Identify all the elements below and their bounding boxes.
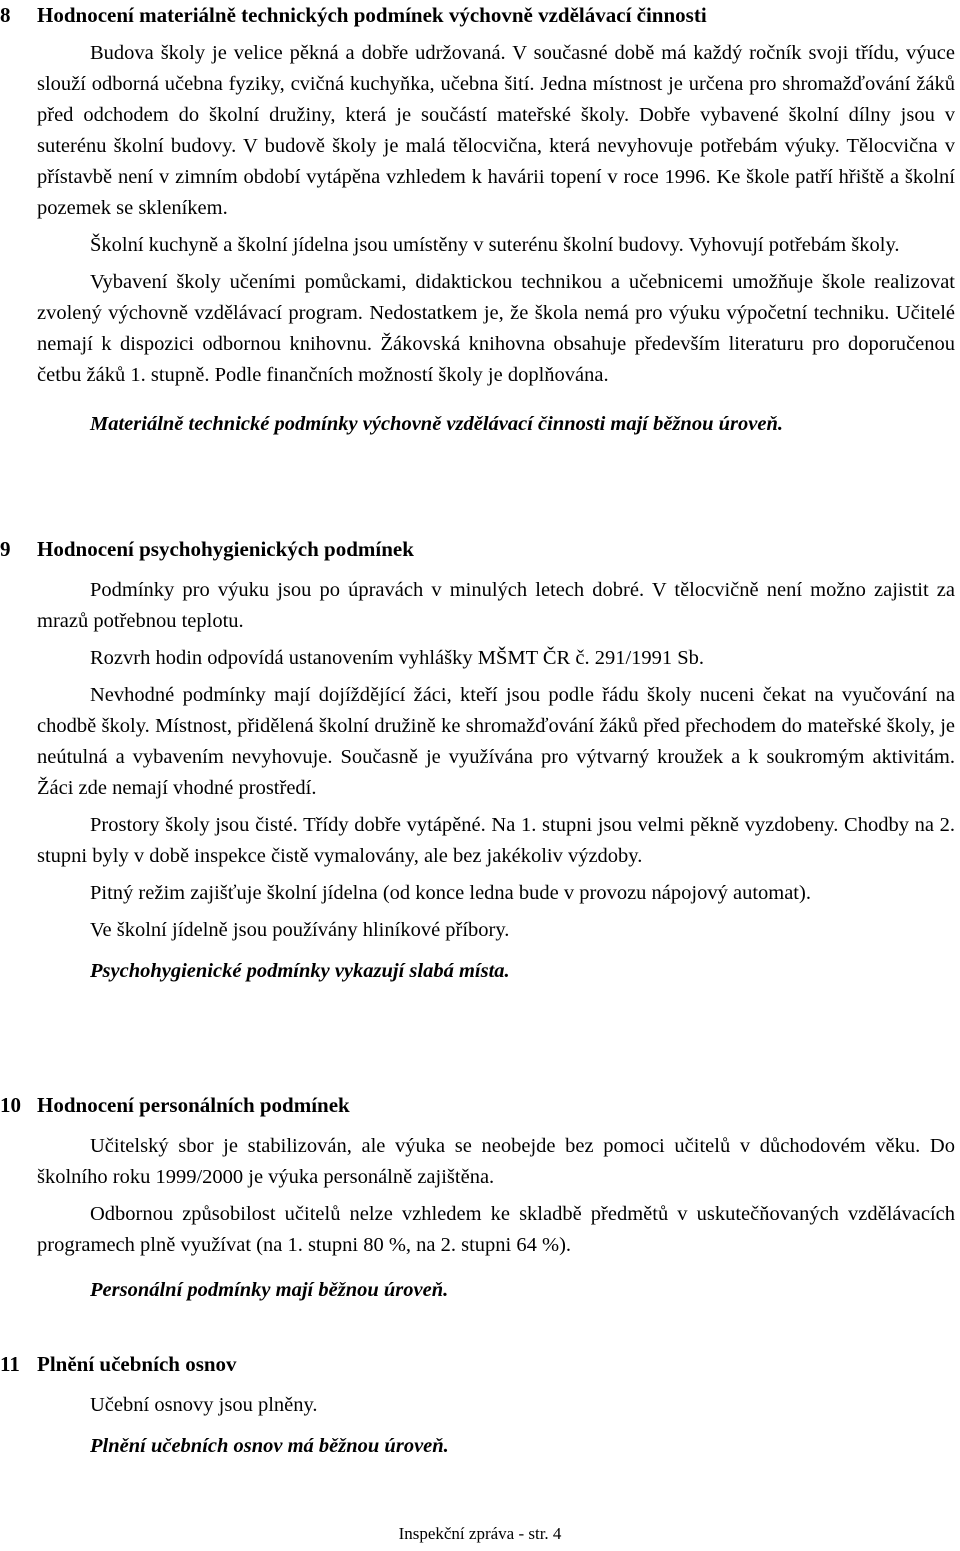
paragraph: Ve školní jídelně jsou používány hliníkové příbory. [90,919,510,941]
section-heading [0,1349,960,1380]
section-10 [0,1090,960,1306]
section-title: Hodnocení materiálně technických podmínek výchovně vzdělávací činnosti [37,3,707,27]
section-8 [0,0,960,440]
section-heading [0,534,960,565]
section-summary: Psychohygienické podmínky vykazují slabá místa. [90,960,510,982]
paragraph: Prostory školy jsou čisté. Třídy dobře vytápěné. Na 1. stupni jsou velmi pěkně vyzdobeny. Chodby na 2. stupni byly v době inspekce čistě vymalovány, ale bez jakékoliv výzdoby. [37,814,955,867]
page-footer: Inspekční zpráva - str. 4 [398,1524,562,1543]
section-heading [0,1090,960,1121]
section-number: 10 [0,1093,21,1117]
section-summary: Plnění učebních osnov má běžnou úroveň. [90,1435,449,1457]
section-11 [0,1349,960,1462]
paragraph: Učební osnovy jsou plněny. [90,1394,318,1416]
paragraph: Nevhodné podmínky mají dojíždějící žáci, kteří jsou podle řádu školy nuceni čekat na vyučování na chodbě školy. Místnost, přidělená školní družině ke shromažďování žáků před přechodem do mateřské školy, je neútulná a vybavením nevyhovuje. Současně je využívána pro výtvarný kroužek a k soukromým aktivitám. Žáci zde nemají vhodné prostředí. [37,684,955,799]
paragraph: Odbornou způsobilost učitelů nelze vzhledem ke skladbě předmětů v uskutečňovaných vzdělávacích programech plně využívat (na 1. stupni 80 %, na 2. stupni 64 %). [37,1203,955,1256]
paragraph: Učitelský sbor je stabilizován, ale výuka se neobejde bez pomoci učitelů v důchodovém věku. Do školního roku 1999/2000 je výuka personálně zajištěna. [37,1135,955,1188]
section-summary: Materiálně technické podmínky výchovně vzdělávací činnosti mají běžnou úroveň. [90,413,783,435]
section-title: Plnění učebních osnov [37,1352,237,1376]
section-number: 9 [0,537,11,561]
section-title: Hodnocení personálních podmínek [37,1093,350,1117]
section-9 [0,534,960,987]
section-title: Hodnocení psychohygienických podmínek [37,537,414,561]
section-number: 11 [0,1352,20,1376]
paragraph: Budova školy je velice pěkná a dobře udržovaná. V současné době má každý ročník svoji třídu, výuce slouží odborná učebna fyziky, cvičná kuchyňka, učebna šití. Jedna místnost je určena pro shromažďování žáků před odchodem do školní družiny, která je součástí mateřské školy. Dobře vybavené školní dílny jsou v suterénu školní budovy. V budově školy je malá tělocvična, která nevyhovuje potřebám výuky. Tělocvična v přístavbě není v zimním období vytápěna vzhledem k havárii topení v roce 1996. Ke škole patří hřiště a školní pozemek se skleníkem. [37,42,955,219]
paragraph: Vybavení školy učeními pomůckami, didaktickou technikou a učebnicemi umožňuje škole realizovat zvolený výchovně vzdělávací program. Nedostatkem je, že škola nemá pro výuku výpočetní techniku. Učitelé nemají k dispozici odbornou knihovnu. Žákovská knihovna obsahuje především literaturu pro doporučenou četbu žáků 1. stupně. Podle finančních možností školy je doplňována. [37,271,955,386]
section-summary: Personální podmínky mají běžnou úroveň. [90,1279,449,1301]
paragraph: Školní kuchyně a školní jídelna jsou umístěny v suterénu školní budovy. Vyhovují potřebám školy. [90,234,900,256]
section-number: 8 [0,3,11,27]
paragraph: Pitný režim zajišťuje školní jídelna (od konce ledna bude v provozu nápojový automat). [90,882,811,904]
paragraph: Podmínky pro výuku jsou po úpravách v minulých letech dobré. V tělocvičně není možno zajistit za mrazů potřebnou teplotu. [37,579,955,632]
section-heading [0,0,960,31]
paragraph: Rozvrh hodin odpovídá ustanovením vyhlášky MŠMT ČR č. 291/1991 Sb. [90,647,705,669]
